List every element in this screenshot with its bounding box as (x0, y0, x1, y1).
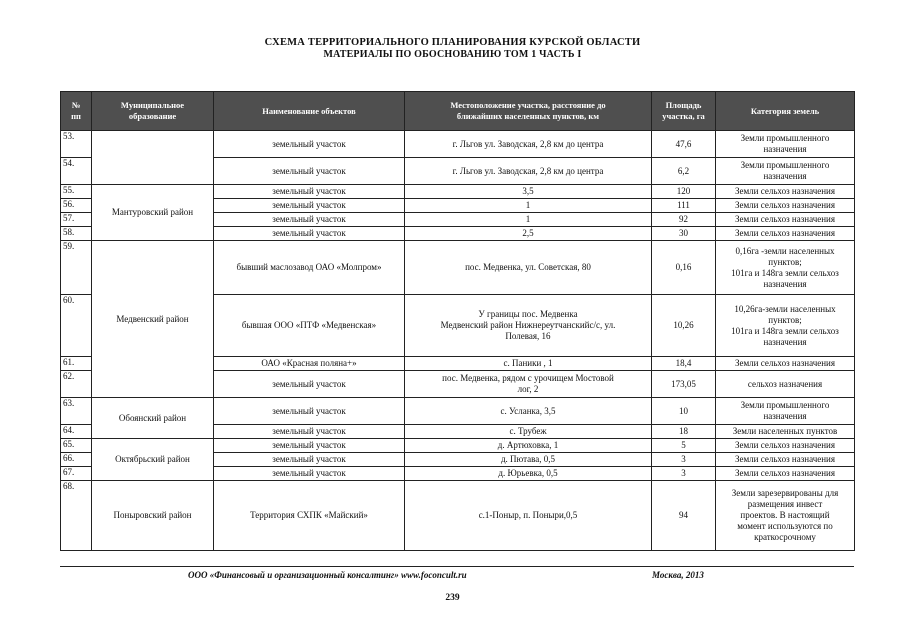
table-row (61, 185, 855, 199)
municipality-cell (92, 131, 214, 185)
area-cell: 92 (652, 213, 716, 227)
land-category-cell: Земли сельхоз назначения (716, 467, 855, 481)
row-number-cell: 61. (61, 357, 92, 371)
table-row (61, 241, 855, 295)
municipality-cell: Обоянский район (92, 398, 214, 439)
location-cell: с. Паники , 1 (405, 357, 652, 371)
land-category-cell: Земли зарезервированы для размещения инвест проектов. В настоящий момент используются по краткосрочному (716, 481, 855, 551)
column-header-number: № пп (61, 92, 92, 131)
municipality-cell: Мантуровский район (92, 185, 214, 241)
location-cell: с. Усланка, 3,5 (405, 398, 652, 425)
area-cell: 0,16 (652, 241, 716, 295)
municipality-cell: Поныровский район (92, 481, 214, 551)
land-category-cell: Земли населенных пунктов (716, 425, 855, 439)
row-number-cell: 63. (61, 398, 92, 425)
land-category-cell: Земли сельхоз назначения (716, 357, 855, 371)
column-header-municipality: Муниципальное образование (92, 92, 214, 131)
row-number-cell: 65. (61, 439, 92, 453)
object-name-cell: земельный участок (214, 467, 405, 481)
location-cell: с. Трубеж (405, 425, 652, 439)
table-header (61, 92, 855, 131)
column-header-category: Категория земель (716, 92, 855, 131)
object-name-cell: земельный участок (214, 199, 405, 213)
footer-city-year: Москва, 2013 (652, 570, 704, 580)
land-category-cell: Земли сельхоз назначения (716, 213, 855, 227)
land-category-cell: Земли сельхоз назначения (716, 453, 855, 467)
row-number-cell: 64. (61, 425, 92, 439)
land-category-cell: Земли сельхоз назначения (716, 227, 855, 241)
area-cell: 173,05 (652, 371, 716, 398)
row-number-cell: 62. (61, 371, 92, 398)
area-cell: 94 (652, 481, 716, 551)
land-category-cell: 10,26га-земли населенных пунктов; 101га и 148га земли сельхоз назначения (716, 295, 855, 357)
area-cell: 47,6 (652, 131, 716, 158)
location-cell: д. Пютава, 0,5 (405, 453, 652, 467)
area-cell: 6,2 (652, 158, 716, 185)
area-cell: 18 (652, 425, 716, 439)
area-cell: 5 (652, 439, 716, 453)
land-category-cell: Земли промышленного назначения (716, 158, 855, 185)
column-header-area: Площадь участка, га (652, 92, 716, 131)
land-category-cell: Земли сельхоз назначения (716, 199, 855, 213)
object-name-cell: земельный участок (214, 398, 405, 425)
table-row (61, 131, 855, 158)
row-number-cell: 60. (61, 295, 92, 357)
object-name-cell: земельный участок (214, 425, 405, 439)
location-cell: 1 (405, 213, 652, 227)
footer-divider (60, 566, 854, 567)
area-cell: 10 (652, 398, 716, 425)
row-number-cell: 53. (61, 131, 92, 158)
row-number-cell: 55. (61, 185, 92, 199)
object-name-cell: ОАО «Красная поляна+» (214, 357, 405, 371)
object-name-cell: земельный участок (214, 453, 405, 467)
document-title: СХЕМА ТЕРРИТОРИАЛЬНОГО ПЛАНИРОВАНИЯ КУРСКОЙ ОБЛАСТИ (264, 37, 641, 48)
location-cell: 3,5 (405, 185, 652, 199)
table-row (61, 481, 855, 551)
object-name-cell: бывший маслозавод ОАО «Молпром» (214, 241, 405, 295)
row-number-cell: 66. (61, 453, 92, 467)
area-cell: 30 (652, 227, 716, 241)
table-body (61, 131, 855, 551)
object-name-cell: земельный участок (214, 185, 405, 199)
land-category-cell: Земли сельхоз назначения (716, 185, 855, 199)
area-cell: 3 (652, 453, 716, 467)
location-cell: У границы пос. Медвенка Медвенский район Нижнереутчанскийс/с, ул. Полевая, 16 (405, 295, 652, 357)
location-cell: г. Льгов ул. Заводская, 2,8 км до центра (405, 131, 652, 158)
document-footer (0, 570, 905, 582)
municipality-cell: Октябрьский район (92, 439, 214, 481)
object-name-cell: земельный участок (214, 213, 405, 227)
table-row (61, 439, 855, 453)
object-name-cell: земельный участок (214, 371, 405, 398)
object-name-cell: земельный участок (214, 439, 405, 453)
document-subtitle: МАТЕРИАЛЫ ПО ОБОСНОВАНИЮ ТОМ 1 ЧАСТЬ I (323, 49, 582, 60)
row-number-cell: 68. (61, 481, 92, 551)
land-plots-table (60, 91, 855, 551)
row-number-cell: 54. (61, 158, 92, 185)
land-category-cell: Земли промышленного назначения (716, 131, 855, 158)
area-cell: 18,4 (652, 357, 716, 371)
footer-organization: ООО «Финансовый и организационный консалтинг» www.foconcult.ru (188, 570, 467, 580)
area-cell: 3 (652, 467, 716, 481)
row-number-cell: 58. (61, 227, 92, 241)
area-cell: 111 (652, 199, 716, 213)
object-name-cell: Территория СХПК «Майский» (214, 481, 405, 551)
row-number-cell: 56. (61, 199, 92, 213)
area-cell: 120 (652, 185, 716, 199)
location-cell: 2,5 (405, 227, 652, 241)
table-row (61, 398, 855, 425)
document-header (0, 37, 905, 61)
row-number-cell: 57. (61, 213, 92, 227)
object-name-cell: земельный участок (214, 158, 405, 185)
row-number-cell: 59. (61, 241, 92, 295)
area-cell: 10,26 (652, 295, 716, 357)
land-category-cell: 0,16га -земли населенных пунктов; 101га и 148га земли сельхоз назначения (716, 241, 855, 295)
location-cell: г. Льгов ул. Заводская, 2,8 км до центра (405, 158, 652, 185)
location-cell: д. Артюховка, 1 (405, 439, 652, 453)
location-cell: пос. Медвенка, ул. Советская, 80 (405, 241, 652, 295)
location-cell: д. Юрьевка, 0,5 (405, 467, 652, 481)
location-cell: пос. Медвенка, рядом с урочищем Мостовой лог, 2 (405, 371, 652, 398)
land-category-cell: сельхоз назначения (716, 371, 855, 398)
location-cell: 1 (405, 199, 652, 213)
object-name-cell: земельный участок (214, 227, 405, 241)
land-category-cell: Земли сельхоз назначения (716, 439, 855, 453)
object-name-cell: бывшая ООО «ПТФ «Медвенская» (214, 295, 405, 357)
page-number: 239 (445, 593, 460, 603)
row-number-cell: 67. (61, 467, 92, 481)
land-category-cell: Земли промышленного назначения (716, 398, 855, 425)
column-header-location: Местоположение участка, расстояние до ближайших населенных пунктов, км (405, 92, 652, 131)
location-cell: с.1-Поныр, п. Поныри,0,5 (405, 481, 652, 551)
column-header-object: Наименование объектов (214, 92, 405, 131)
object-name-cell: земельный участок (214, 131, 405, 158)
municipality-cell: Медвенский район (92, 241, 214, 398)
